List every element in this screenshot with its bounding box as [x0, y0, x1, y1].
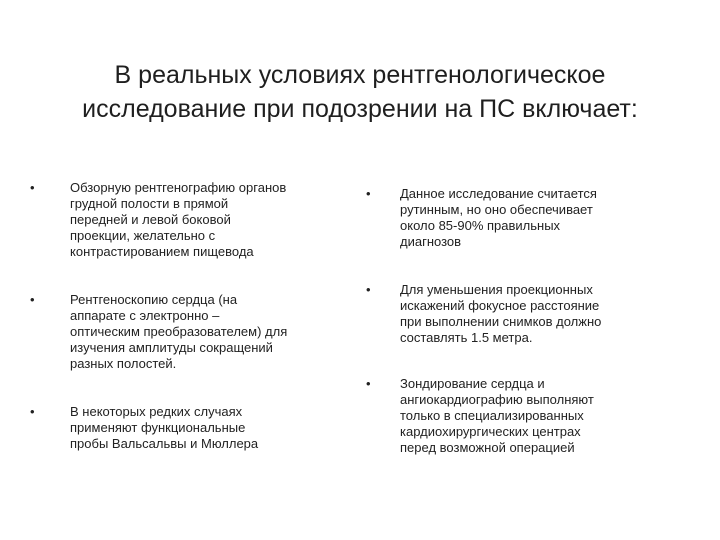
left-bullet-item-2	[30, 292, 350, 372]
right-bullet-text-3: Зондирование сердца и ангиокардиографию выполняют только в специализированных кардиохирургических центрах перед возможной операцией	[400, 376, 594, 455]
bullet-icon: •	[366, 186, 371, 201]
right-bullet-text-1: Данное исследование считается рутинным, но оно обеспечивает около 85-90% правильных диагнозов	[400, 186, 597, 249]
right-bullet-item-2	[366, 282, 696, 346]
left-bullet-text-3: В некоторых редких случаях применяют функциональные пробы Вальсальвы и Мюллера	[70, 404, 259, 451]
bullet-icon: •	[30, 292, 35, 307]
bullet-icon: •	[366, 376, 371, 391]
right-bullet-text-2: Для уменьшения проекционных искажений фокусное расстояние при выполнении снимков должно составлять 1.5 метра.	[400, 282, 602, 345]
bullet-icon: •	[30, 180, 35, 195]
left-bullet-text-1: Обзорную рентгенографию органов грудной полости в прямой передней и левой боковой проекции, желательно с контрастированием пищевода	[70, 180, 287, 259]
left-bullet-item-1	[30, 180, 350, 260]
left-bullet-item-3	[30, 404, 350, 452]
bullet-icon: •	[30, 404, 35, 419]
right-bullet-item-3	[366, 376, 696, 456]
bullet-icon: •	[366, 282, 371, 297]
right-bullet-item-1	[366, 186, 696, 250]
slide-title: В реальных условиях рентгенологическое исследование при подозрении на ПС включает:	[82, 61, 638, 123]
left-bullet-text-2: Рентгеноскопию сердца (на аппарате с электронно – оптическим преобразователем) для изучения амплитуды сокращений разных полостей.	[70, 292, 288, 371]
